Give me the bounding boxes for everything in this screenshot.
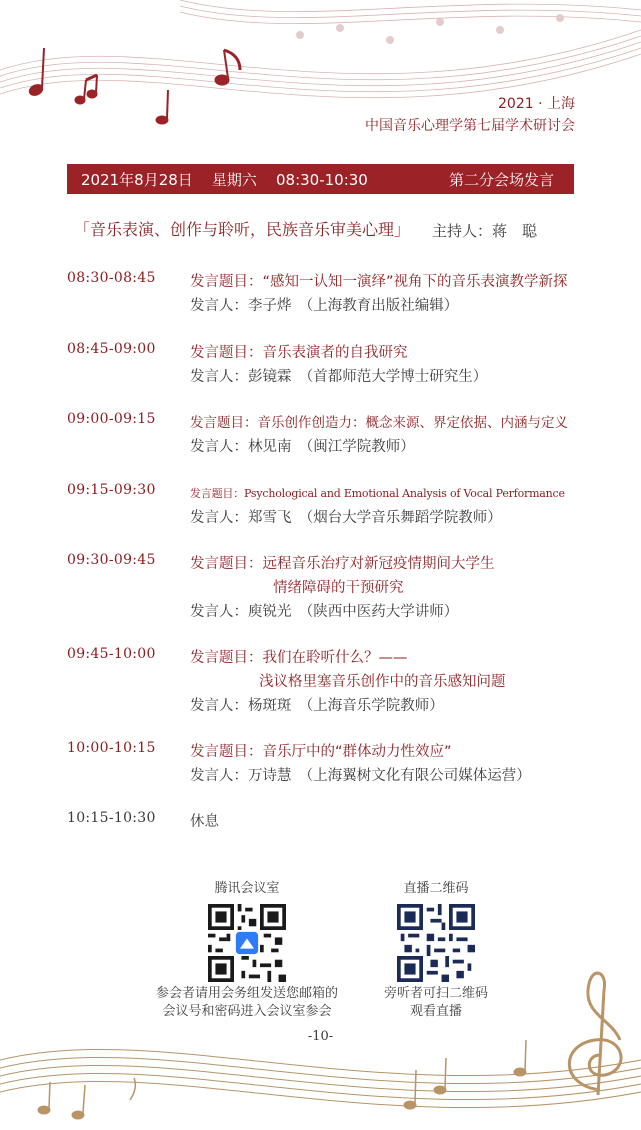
banner-datetime	[81, 169, 368, 190]
session-title: 「音乐表演、创作与聆听，民族音乐审美心理」	[74, 220, 411, 239]
qr-tencent-note-line1: 参会者请用会务组发送您邮箱的	[155, 986, 338, 1001]
banner-date: 2021年8月28日	[81, 170, 193, 189]
qr-livestream-title: 直播二维码	[403, 881, 469, 896]
item-topic: 发言题目：音乐表演者的自我研究	[190, 345, 408, 361]
item-speaker: 发言人：杨斑斑 （上海音乐学院教师）	[190, 698, 444, 714]
item-speaker: 发言人：庾锐光 （陕西中医药大学讲师）	[190, 604, 459, 620]
item-topic: 发言题目：Psychological and Emotional Analysis of Vocal Performance	[190, 487, 565, 500]
item-topic-line2: 浅议格里塞音乐创作中的音乐感知问题	[259, 674, 506, 690]
host-name: 蒋 聪	[492, 222, 538, 240]
banner-weekday: 星期六	[211, 170, 257, 189]
item-topic: 发言题目：音乐厅中的“群体动力性效应”	[190, 744, 452, 760]
item-topic: 发言题目：音乐创作创造力：概念来源、界定依据、内涵与定义	[190, 415, 568, 431]
item-topic-line2: 情绪障碍的干预研究	[273, 580, 404, 596]
break-time: 10:15-10:30	[67, 810, 156, 826]
item-time: 08:30-08:45	[67, 270, 156, 286]
banner-time: 08:30-10:30	[275, 170, 368, 189]
item-time: 09:00-09:15	[67, 411, 156, 427]
item-speaker: 发言人：万诗慧 （上海翼树文化有限公司媒体运营）	[190, 768, 531, 784]
session-title-text: 音乐表演、创作与聆听，民族音乐审美心理	[90, 220, 395, 239]
item-speaker: 发言人：李子烨 （上海教育出版社编辑）	[190, 298, 459, 314]
conference-title: 中国音乐心理学第七届学术研讨会	[365, 118, 575, 134]
item-time: 10:00-10:15	[67, 740, 156, 756]
session-banner	[67, 164, 574, 194]
item-time: 08:45-09:00	[67, 341, 156, 357]
item-topic: 发言题目：远程音乐治疗对新冠疫情期间大学生	[190, 556, 495, 572]
session-host	[432, 220, 537, 241]
item-topic: 发言题目：“感知一认知一演绎”视角下的音乐表演教学新探	[190, 274, 568, 290]
qr-tencent-title: 腾讯会议室	[214, 881, 280, 896]
item-topic: 发言题目：我们在聆听什么？——	[190, 650, 408, 666]
break-label: 休息	[190, 814, 219, 830]
item-time: 09:45-10:00	[67, 646, 156, 662]
host-label: 主持人：	[432, 222, 493, 240]
page-number: -10-	[307, 1029, 334, 1044]
conference-header	[365, 93, 575, 137]
item-time: 09:15-09:30	[67, 482, 156, 498]
music-staff-bottom-decoration	[0, 960, 641, 1130]
item-speaker: 发言人：彭镜霖 （首都师范大学博士研究生）	[190, 369, 488, 385]
banner-venue: 第二分会场发言	[448, 170, 554, 189]
item-speaker: 发言人：林见南 （闽江学院教师）	[190, 439, 415, 455]
item-speaker: 发言人：郑雪飞 （烟台大学音乐舞蹈学院教师）	[190, 510, 502, 526]
year-city: 2021 · 上海	[498, 96, 575, 112]
item-time: 09:30-09:45	[67, 552, 156, 568]
qr-livestream-note-line1: 旁听者可扫二维码	[383, 986, 488, 1001]
qr-livestream-note-line2: 观看直播	[409, 1004, 462, 1019]
qr-tencent-note-line2: 会议号和密码进入会议室参会	[162, 1004, 332, 1019]
